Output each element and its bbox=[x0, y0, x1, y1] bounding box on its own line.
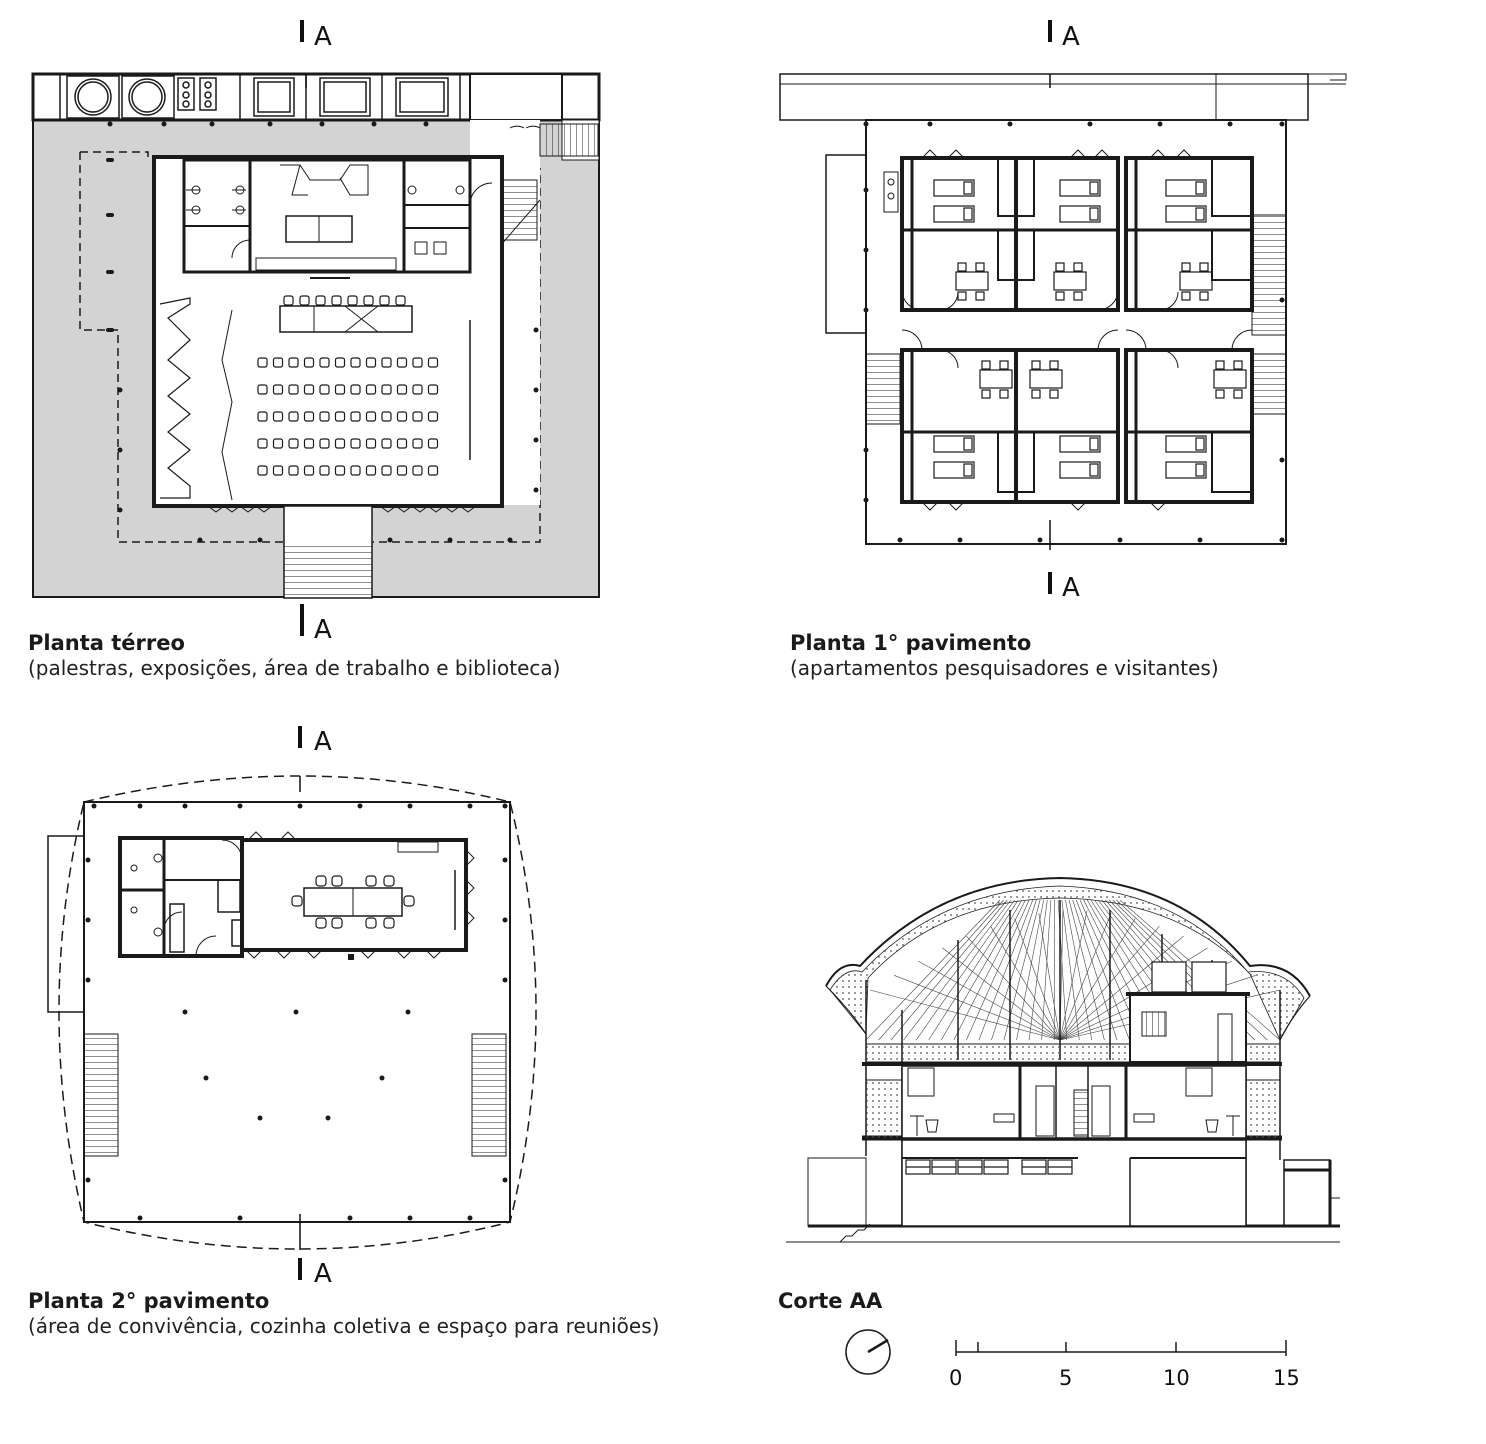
section-mark-a-top-first: A bbox=[1062, 22, 1080, 52]
second-floor-plan bbox=[48, 726, 536, 1280]
scale-label-0: 0 bbox=[949, 1366, 963, 1390]
caption-section bbox=[778, 1288, 882, 1314]
caption-ground-subtitle: (palestras, exposições, área de trabalho e biblioteca) bbox=[28, 656, 561, 681]
caption-section-title: Corte AA bbox=[778, 1289, 883, 1313]
caption-second-subtitle: (área de convivência, cozinha coletiva e espaço para reuniões) bbox=[28, 1314, 660, 1339]
scale-label-5: 5 bbox=[1059, 1366, 1073, 1390]
caption-first-subtitle: (apartamentos pesquisadores e visitantes) bbox=[790, 656, 1219, 681]
first-floor-plan bbox=[780, 20, 1346, 594]
caption-ground-title: Planta térreo bbox=[28, 631, 185, 655]
section-mark-a-top-second: A bbox=[314, 727, 332, 757]
caption-ground-floor bbox=[28, 630, 560, 681]
caption-second-floor bbox=[28, 1288, 659, 1339]
section-mark-a-bottom-ground: A bbox=[314, 615, 332, 645]
caption-second-title: Planta 2° pavimento bbox=[28, 1289, 270, 1313]
section-aa-drawing bbox=[786, 878, 1340, 1242]
section-mark-a-top-ground: A bbox=[314, 22, 332, 52]
section-mark-a-bottom-first: A bbox=[1062, 573, 1080, 603]
ground-floor-plan bbox=[33, 20, 599, 645]
scale-label-10: 10 bbox=[1163, 1366, 1190, 1390]
caption-first-floor bbox=[790, 630, 1219, 681]
scale-bar bbox=[956, 1340, 1286, 1356]
scale-label-15: 15 bbox=[1273, 1366, 1300, 1390]
section-mark-a-bottom-second: A bbox=[314, 1259, 332, 1289]
north-arrow-icon bbox=[846, 1330, 890, 1374]
caption-first-title: Planta 1° pavimento bbox=[790, 631, 1032, 655]
